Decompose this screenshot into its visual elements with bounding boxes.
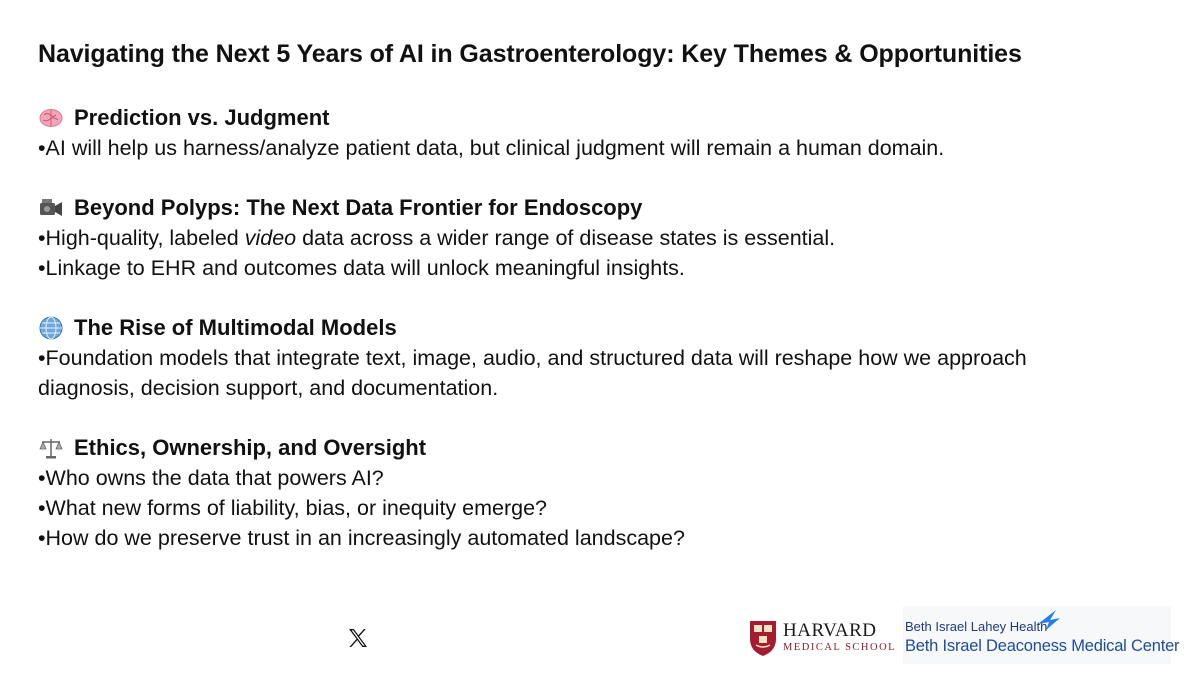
bullet-item: •What new forms of liability, bias, or inequity emerge? (38, 496, 548, 520)
bidmc-name: Beth Israel Deaconess Medical Center (905, 637, 1180, 655)
globe-icon (38, 315, 64, 341)
section-prediction (38, 103, 944, 163)
bird-logo-icon (1036, 608, 1062, 632)
bullet-item: •High-quality, labeled video data across a wider range of disease states is essential. (38, 226, 836, 250)
section-header (38, 193, 835, 223)
section-multimodal (38, 313, 1118, 403)
section-heading: Prediction vs. Judgment (74, 105, 330, 130)
bidmc-logo (903, 606, 1180, 664)
emphasis-video: video (244, 226, 297, 250)
harvard-subtitle: MEDICAL SCHOOL (783, 642, 897, 653)
section-heading: The Rise of Multimodal Models (74, 315, 397, 340)
slide-title: Navigating the Next 5 Years of AI in Gastroenterology: Key Themes & Opportunities (38, 40, 1022, 68)
x-logo-icon[interactable] (346, 626, 370, 650)
bullet-item: •Who owns the data that powers AI? (38, 466, 384, 490)
bullet-item: •Linkage to EHR and outcomes data will unlock meaningful insights. (38, 256, 685, 280)
brain-icon (38, 105, 64, 131)
bullet-item: •Foundation models that integrate text, image, audio, and structured data will reshape how we approach diagnosis, decision support, and documentation. (38, 346, 1027, 400)
section-heading: Ethics, Ownership, and Oversight (74, 435, 427, 460)
harvard-shield-icon (748, 619, 778, 657)
bullet-item: •AI will help us harness/analyze patient data, but clinical judgment will remain a human domain. (38, 136, 945, 160)
section-header (38, 313, 1118, 343)
section-heading: Beyond Polyps: The Next Data Frontier for Endoscopy (74, 195, 643, 220)
harvard-name: HARVARD (783, 620, 877, 641)
harvard-medical-school-logo (748, 618, 896, 658)
bilh-name: Beth Israel Lahey Health (905, 619, 1048, 634)
bullet-item: •How do we preserve trust in an increasingly automated landscape? (38, 526, 685, 550)
video-camera-icon (38, 195, 64, 221)
section-ethics (38, 433, 685, 553)
section-header (38, 103, 944, 133)
scales-icon (38, 435, 64, 461)
section-header (38, 433, 685, 463)
section-beyond-polyps (38, 193, 835, 283)
